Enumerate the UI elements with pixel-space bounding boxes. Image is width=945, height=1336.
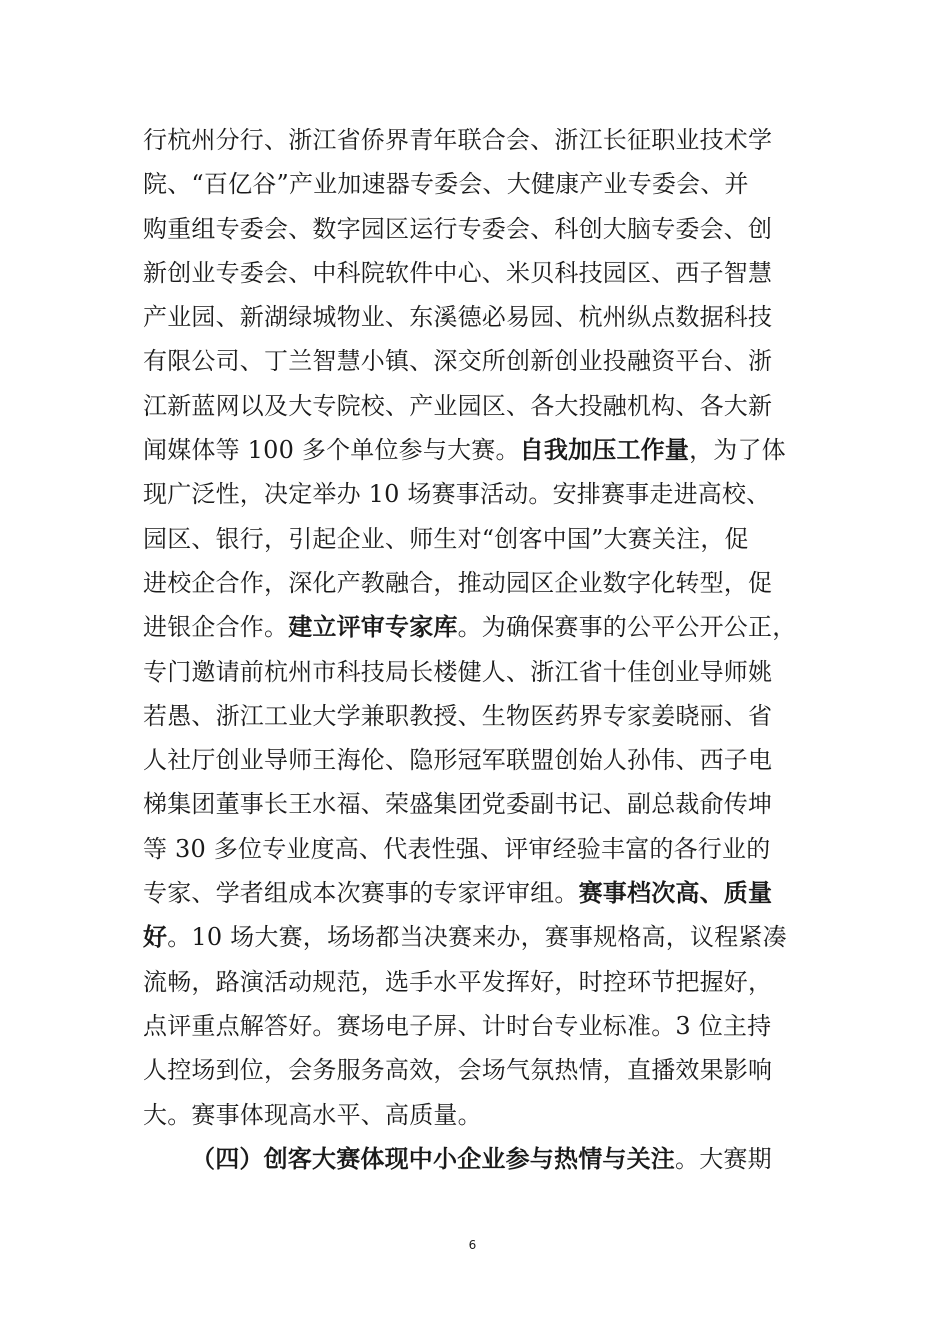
text-line: 等 30 多位专业度高、代表性强、评审经验丰富的各行业的 (143, 834, 771, 863)
text-line: 专门邀请前杭州市科技局长楼健人、浙江省十佳创业导师姚 (143, 657, 773, 686)
text-line: 院、“百亿谷”产业加速器专委会、大健康产业专委会、并 (143, 170, 749, 199)
text-line: 流畅，路演活动规范，选手水平发挥好，时控环节把握好， (143, 967, 773, 996)
section-heading: （四）创客大赛体现中小企业参与热情与关注 (191, 1144, 675, 1173)
text-line: 大。赛事体现高水平、高质量。 (143, 1100, 482, 1129)
text-line: 产业园、新湖绿城物业、东溪德必易园、杭州纵点数据科技 (143, 303, 773, 332)
text-line: 江新蓝网以及大专院校、产业园区、各大投融机构、各大新 (143, 391, 773, 420)
text-line: 有限公司、丁兰智慧小镇、深交所创新创业投融资平台、浙 (143, 347, 773, 376)
text-line: 行杭州分行、浙江省侨界青年联合会、浙江长征职业技术学 (143, 126, 773, 154)
text-line (143, 428, 815, 472)
text-line: 点评重点解答好。赛场电子屏、计时台专业标准。3 位主持 (143, 1011, 772, 1040)
bold-heading: 自我加压工作量 (519, 436, 690, 465)
bold-heading: 建立评审专家库 (288, 613, 458, 642)
page-number: 6 (468, 1238, 477, 1252)
text-line (143, 605, 815, 649)
text-run: 闻媒体等 100 多个单位参与大赛。 (143, 436, 520, 465)
text-line: 梯集团董事长王水福、荣盛集团党委副书记、副总裁俞传坤 (143, 790, 773, 819)
text-line: 若愚、浙江工业大学兼职教授、生物医药界专家姜晓丽、省 (143, 701, 773, 730)
text-run: 。10 场大赛，场场都当决赛来办，赛事规格高，议程紧凑 (167, 923, 787, 952)
text-line: 人社厅创业导师王海伦、隐形冠军联盟创始人孙伟、西子电 (143, 746, 773, 775)
text-run: ，为了体 (689, 436, 786, 465)
text-run: 。大赛期 (675, 1144, 772, 1173)
text-line: 新创业专委会、中科院软件中心、米贝科技园区、西子智慧 (143, 258, 773, 287)
text-line: 园区、银行，引起企业、师生对“创客中国”大赛关注，促 (143, 524, 749, 553)
text-run: 专家、学者组成本次赛事的专家评审组。 (143, 879, 579, 908)
bold-heading: 赛事档次高、质量 (578, 879, 773, 908)
text-run: 进银企合作。 (143, 613, 289, 642)
text-line: 人控场到位，会务服务高效，会场气氛热情，直播效果影响 (143, 1056, 773, 1085)
text-line: 现广泛性，决定举办 10 场赛事活动。安排赛事走进高校、 (143, 480, 771, 509)
text-line: 购重组专委会、数字园区运行专委会、科创大脑专委会、创 (143, 214, 773, 243)
body-text (143, 118, 815, 1181)
text-line: 进校企合作，深化产教融合，推动园区企业数字化转型，促 (143, 568, 773, 597)
text-line (143, 915, 815, 959)
bold-heading: 好 (143, 923, 168, 952)
text-line (143, 871, 815, 915)
section-heading-line (143, 1137, 815, 1181)
text-run: 。为确保赛事的公平公开公正， (457, 613, 797, 642)
